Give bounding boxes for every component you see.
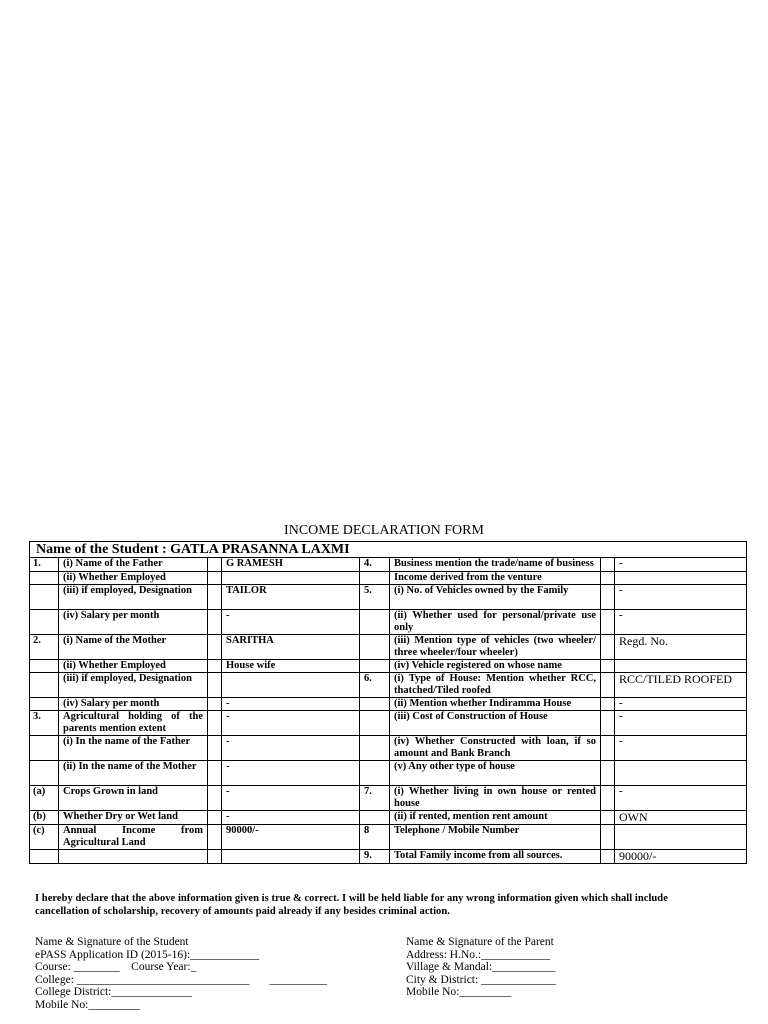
right-question: Income derived from the venture <box>390 572 601 585</box>
form-row <box>30 610 747 635</box>
student-signature-line: ePASS Application ID (2015-16):____________ <box>35 948 260 961</box>
right-box <box>601 660 615 673</box>
right-question: (ii) Mention whether Indiramma House <box>390 698 601 711</box>
left-question: Annual Income from Agricultural Land <box>59 825 208 850</box>
right-question: (i) No. of Vehicles owned by the Family <box>390 585 601 610</box>
right-question: (iii) Mention type of vehicles (two wheeler/ three wheeler/four wheeler) <box>390 635 601 660</box>
item-number <box>30 610 59 635</box>
right-answer: - <box>615 610 747 635</box>
right-answer <box>615 761 747 786</box>
form-row <box>30 635 747 660</box>
left-box <box>208 825 222 850</box>
left-question: (i) Name of the Mother <box>59 635 208 660</box>
item-number: 3. <box>30 711 59 736</box>
left-question: (iv) Salary per month <box>59 698 208 711</box>
right-question: Telephone / Mobile Number <box>390 825 601 850</box>
form-row <box>30 850 747 864</box>
right-answer: - <box>615 698 747 711</box>
form-row <box>30 711 747 736</box>
right-number <box>360 572 390 585</box>
form-row <box>30 558 747 572</box>
left-question: (ii) Whether Employed <box>59 660 208 673</box>
parent-signature-block <box>406 936 556 999</box>
right-number <box>360 711 390 736</box>
right-answer: - <box>615 786 747 811</box>
left-answer: TAILOR <box>222 585 360 610</box>
left-box <box>208 850 222 864</box>
left-question: (i) Name of the Father <box>59 558 208 572</box>
left-box <box>208 585 222 610</box>
left-question: (ii) In the name of the Mother <box>59 761 208 786</box>
right-answer: - <box>615 711 747 736</box>
right-box <box>601 850 615 864</box>
student-signature-block <box>35 936 327 1012</box>
left-box <box>208 736 222 761</box>
right-box <box>601 825 615 850</box>
item-number <box>30 698 59 711</box>
right-answer <box>615 572 747 585</box>
item-number <box>30 660 59 673</box>
right-question: (ii) if rented, mention rent amount <box>390 811 601 825</box>
left-question: (i) In the name of the Father <box>59 736 208 761</box>
form-row <box>30 572 747 585</box>
student-signature-line: Name & Signature of the Student <box>35 936 189 948</box>
right-box <box>601 711 615 736</box>
student-signature-line: Mobile No:_________ <box>35 998 141 1011</box>
right-box <box>601 811 615 825</box>
right-number: 8 <box>360 825 390 850</box>
left-question <box>59 850 208 864</box>
left-question: (iii) if employed, Designation <box>59 585 208 610</box>
left-box <box>208 558 222 572</box>
left-answer: G RAMESH <box>222 558 360 572</box>
left-answer: SARITHA <box>222 635 360 660</box>
right-question: (ii) Whether used for personal/private use only <box>390 610 601 635</box>
student-separator: : <box>158 542 171 557</box>
left-answer: - <box>222 811 360 825</box>
item-number: (a) <box>30 786 59 811</box>
right-question: Business mention the trade/name of business <box>390 558 601 572</box>
right-answer <box>615 825 747 850</box>
left-box <box>208 711 222 736</box>
right-number: 5. <box>360 585 390 610</box>
student-name-row <box>30 542 747 558</box>
left-answer <box>222 572 360 585</box>
form-row <box>30 660 747 673</box>
right-number: 4. <box>360 558 390 572</box>
item-number <box>30 585 59 610</box>
form-row <box>30 736 747 761</box>
item-number: 1. <box>30 558 59 572</box>
right-number <box>360 736 390 761</box>
student-name-value: GATLA PRASANNA LAXMI <box>170 542 350 557</box>
form-title: INCOME DECLARATION FORM <box>284 523 484 538</box>
right-box <box>601 558 615 572</box>
right-answer: Regd. No. <box>615 635 747 660</box>
right-number: 6. <box>360 673 390 698</box>
right-number: 7. <box>360 786 390 811</box>
form-row <box>30 673 747 698</box>
left-answer: - <box>222 698 360 711</box>
left-question: (iv) Salary per month <box>59 610 208 635</box>
left-answer: - <box>222 736 360 761</box>
form-row <box>30 761 747 786</box>
left-answer: 90000/- <box>222 825 360 850</box>
left-answer: House wife <box>222 660 360 673</box>
right-question: (iii) Cost of Construction of House <box>390 711 601 736</box>
item-number <box>30 761 59 786</box>
right-question: Total Family income from all sources. <box>390 850 601 864</box>
right-answer: - <box>615 558 747 572</box>
item-number: (b) <box>30 811 59 825</box>
left-box <box>208 610 222 635</box>
parent-signature-line: City & District: _____________ <box>406 973 556 986</box>
left-box <box>208 572 222 585</box>
right-question: (iv) Vehicle registered on whose name <box>390 660 601 673</box>
right-number <box>360 635 390 660</box>
right-box <box>601 635 615 660</box>
left-box <box>208 660 222 673</box>
left-box <box>208 698 222 711</box>
right-box <box>601 585 615 610</box>
right-number <box>360 811 390 825</box>
item-number <box>30 736 59 761</box>
left-answer: - <box>222 711 360 736</box>
right-answer: OWN <box>615 811 747 825</box>
right-box <box>601 761 615 786</box>
right-question: (i) Type of House: Mention whether RCC, thatched/Tiled roofed <box>390 673 601 698</box>
declaration-text: I hereby declare that the above information given is true & correct. I will be held liable for any wrong information given which shall include cancellation of scholarship, recovery of amounts paid already if any besides criminal action. <box>35 893 668 917</box>
item-number: (c) <box>30 825 59 850</box>
right-question: (iv) Whether Constructed with loan, if so amount and Bank Branch <box>390 736 601 761</box>
parent-signature-line: Address: H.No.:____________ <box>406 948 551 961</box>
item-number <box>30 673 59 698</box>
left-answer: - <box>222 786 360 811</box>
right-number <box>360 761 390 786</box>
right-box <box>601 572 615 585</box>
left-box <box>208 786 222 811</box>
form-row <box>30 585 747 610</box>
right-answer: - <box>615 736 747 761</box>
left-answer <box>222 850 360 864</box>
item-number <box>30 572 59 585</box>
left-question: (iii) if employed, Designation <box>59 673 208 698</box>
left-question: Whether Dry or Wet land <box>59 811 208 825</box>
right-answer: - <box>615 585 747 610</box>
right-answer <box>615 660 747 673</box>
student-label: Name of the Student <box>36 542 159 557</box>
right-question: (v) Any other type of house <box>390 761 601 786</box>
student-signature-line: Course: ________ Course Year:_ <box>35 961 197 974</box>
form-row <box>30 786 747 811</box>
left-box <box>208 761 222 786</box>
left-answer <box>222 673 360 698</box>
form-row <box>30 825 747 850</box>
item-number: 2. <box>30 635 59 660</box>
right-number <box>360 610 390 635</box>
left-answer: - <box>222 610 360 635</box>
right-answer: RCC/TILED ROOFED <box>615 673 747 698</box>
left-box <box>208 673 222 698</box>
left-question: Agricultural holding of the parents mention extent <box>59 711 208 736</box>
student-signature-line: College District:______________ <box>35 986 192 999</box>
right-answer: 90000/- <box>615 850 747 864</box>
right-box <box>601 698 615 711</box>
right-box <box>601 736 615 761</box>
form-row <box>30 811 747 825</box>
parent-signature-line: Name & Signature of the Parent <box>406 936 554 948</box>
right-number <box>360 698 390 711</box>
student-signature-line: College: ______________________________ __________ <box>35 973 327 986</box>
right-box <box>601 786 615 811</box>
parent-signature-line: Mobile No:_________ <box>406 986 512 999</box>
right-box <box>601 673 615 698</box>
right-box <box>601 610 615 635</box>
student-name-cell <box>30 542 747 558</box>
right-number: 9. <box>360 850 390 864</box>
left-answer: - <box>222 761 360 786</box>
income-declaration-table <box>29 541 747 864</box>
right-question: (i) Whether living in own house or rented house <box>390 786 601 811</box>
form-row <box>30 698 747 711</box>
left-box <box>208 635 222 660</box>
right-number <box>360 660 390 673</box>
left-question: (ii) Whether Employed <box>59 572 208 585</box>
item-number <box>30 850 59 864</box>
left-box <box>208 811 222 825</box>
parent-signature-line: Village & Mandal:___________ <box>406 961 556 974</box>
left-question: Crops Grown in land <box>59 786 208 811</box>
